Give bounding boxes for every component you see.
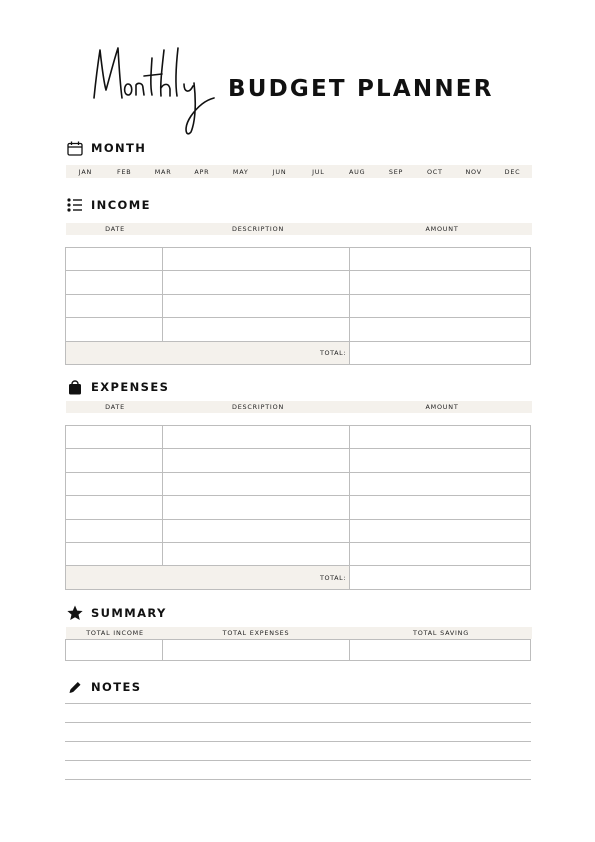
- summary-heading-label: SUMMARY: [91, 606, 167, 620]
- income-total-value-cell[interactable]: [350, 341, 531, 364]
- table-row: [66, 640, 531, 661]
- list-icon: [66, 197, 83, 213]
- notes-line[interactable]: [65, 760, 531, 761]
- month-apr[interactable]: APR: [194, 167, 210, 176]
- month-heading-label: MONTH: [91, 141, 147, 155]
- expense-amount-cell[interactable]: [350, 449, 531, 472]
- income-amount-cell[interactable]: [350, 271, 531, 294]
- month-jun[interactable]: JUN: [272, 167, 287, 176]
- table-row: [66, 271, 531, 294]
- month-sep[interactable]: SEP: [388, 167, 404, 176]
- expense-description-cell[interactable]: [163, 496, 350, 519]
- expense-date-cell[interactable]: [66, 496, 163, 519]
- month-nov[interactable]: NOV: [465, 167, 482, 176]
- expenses-heading: [66, 379, 169, 395]
- expense-date-cell[interactable]: [66, 426, 163, 449]
- expense-description-cell[interactable]: [163, 542, 350, 565]
- pencil-icon: [66, 679, 83, 695]
- month-oct[interactable]: OCT: [426, 167, 443, 176]
- table-row: [66, 248, 531, 271]
- table-row: [66, 496, 531, 519]
- shopping-bag-icon: [66, 379, 83, 395]
- month-feb[interactable]: FEB: [116, 167, 132, 176]
- income-total-row: [66, 341, 531, 364]
- expenses-total-row: [66, 566, 531, 589]
- income-col-date: DATE: [105, 225, 125, 233]
- income-heading: [66, 197, 151, 213]
- income-date-cell[interactable]: [66, 318, 163, 341]
- expenses-table: [65, 425, 531, 590]
- month-aug[interactable]: AUG: [349, 167, 366, 176]
- summary-table: [65, 639, 531, 661]
- total-expenses-cell[interactable]: [163, 640, 350, 661]
- expenses-total-value-cell[interactable]: [350, 566, 531, 589]
- expenses-col-description: DESCRIPTION: [231, 403, 285, 411]
- summary-col-total-expenses: TOTAL EXPENSES: [222, 629, 290, 637]
- month-selector: [66, 165, 532, 178]
- income-date-cell[interactable]: [66, 294, 163, 317]
- income-col-amount: AMOUNT: [425, 225, 459, 233]
- income-description-cell[interactable]: [163, 294, 350, 317]
- expenses-col-date: DATE: [105, 403, 125, 411]
- total-income-cell[interactable]: [66, 640, 163, 661]
- expense-description-cell[interactable]: [163, 519, 350, 542]
- income-amount-cell[interactable]: [350, 294, 531, 317]
- total-saving-cell[interactable]: [350, 640, 531, 661]
- star-icon: [66, 605, 83, 621]
- script-title-monthly: [88, 28, 238, 140]
- expense-amount-cell[interactable]: [350, 496, 531, 519]
- expense-date-cell[interactable]: [66, 519, 163, 542]
- notes-heading-label: NOTES: [91, 680, 142, 694]
- expenses-column-headers: [66, 401, 532, 413]
- notes-line[interactable]: [65, 703, 531, 704]
- table-row: [66, 519, 531, 542]
- table-row: [66, 318, 531, 341]
- calendar-icon: [66, 140, 83, 156]
- expense-description-cell[interactable]: [163, 472, 350, 495]
- notes-line[interactable]: [65, 779, 531, 780]
- expense-amount-cell[interactable]: [350, 519, 531, 542]
- expenses-col-amount: AMOUNT: [425, 403, 459, 411]
- table-row: [66, 426, 531, 449]
- expense-description-cell[interactable]: [163, 449, 350, 472]
- summary-column-headers: [66, 627, 532, 639]
- income-total-label: TOTAL:: [66, 341, 350, 364]
- page-title: BUDGET PLANNER: [228, 76, 494, 102]
- income-amount-cell[interactable]: [350, 248, 531, 271]
- summary-col-total-saving: TOTAL SAVING: [412, 629, 470, 637]
- income-col-description: DESCRIPTION: [231, 225, 285, 233]
- income-date-cell[interactable]: [66, 248, 163, 271]
- notes-line[interactable]: [65, 741, 531, 742]
- table-row: [66, 472, 531, 495]
- month-jul[interactable]: JUL: [312, 167, 325, 176]
- income-column-headers: [66, 223, 532, 235]
- expenses-total-label: TOTAL:: [66, 566, 350, 589]
- month-jan[interactable]: JAN: [78, 167, 93, 176]
- table-row: [66, 294, 531, 317]
- notes-line[interactable]: [65, 722, 531, 723]
- income-date-cell[interactable]: [66, 271, 163, 294]
- expense-date-cell[interactable]: [66, 472, 163, 495]
- expense-amount-cell[interactable]: [350, 426, 531, 449]
- month-may[interactable]: MAY: [232, 167, 249, 176]
- month-dec[interactable]: DEC: [504, 167, 521, 176]
- expense-date-cell[interactable]: [66, 449, 163, 472]
- expenses-heading-label: EXPENSES: [91, 380, 170, 394]
- expense-description-cell[interactable]: [163, 426, 350, 449]
- month-mar[interactable]: MAR: [154, 167, 172, 176]
- income-description-cell[interactable]: [163, 248, 350, 271]
- income-description-cell[interactable]: [163, 318, 350, 341]
- income-amount-cell[interactable]: [350, 318, 531, 341]
- expense-amount-cell[interactable]: [350, 472, 531, 495]
- income-table: [65, 247, 531, 365]
- table-row: [66, 542, 531, 565]
- summary-heading: [66, 605, 167, 621]
- table-row: [66, 449, 531, 472]
- expense-amount-cell[interactable]: [350, 542, 531, 565]
- month-heading: [66, 140, 146, 156]
- summary-col-total-income: TOTAL INCOME: [86, 629, 144, 637]
- expense-date-cell[interactable]: [66, 542, 163, 565]
- income-description-cell[interactable]: [163, 271, 350, 294]
- income-heading-label: INCOME: [91, 198, 151, 212]
- notes-heading: [66, 679, 141, 695]
